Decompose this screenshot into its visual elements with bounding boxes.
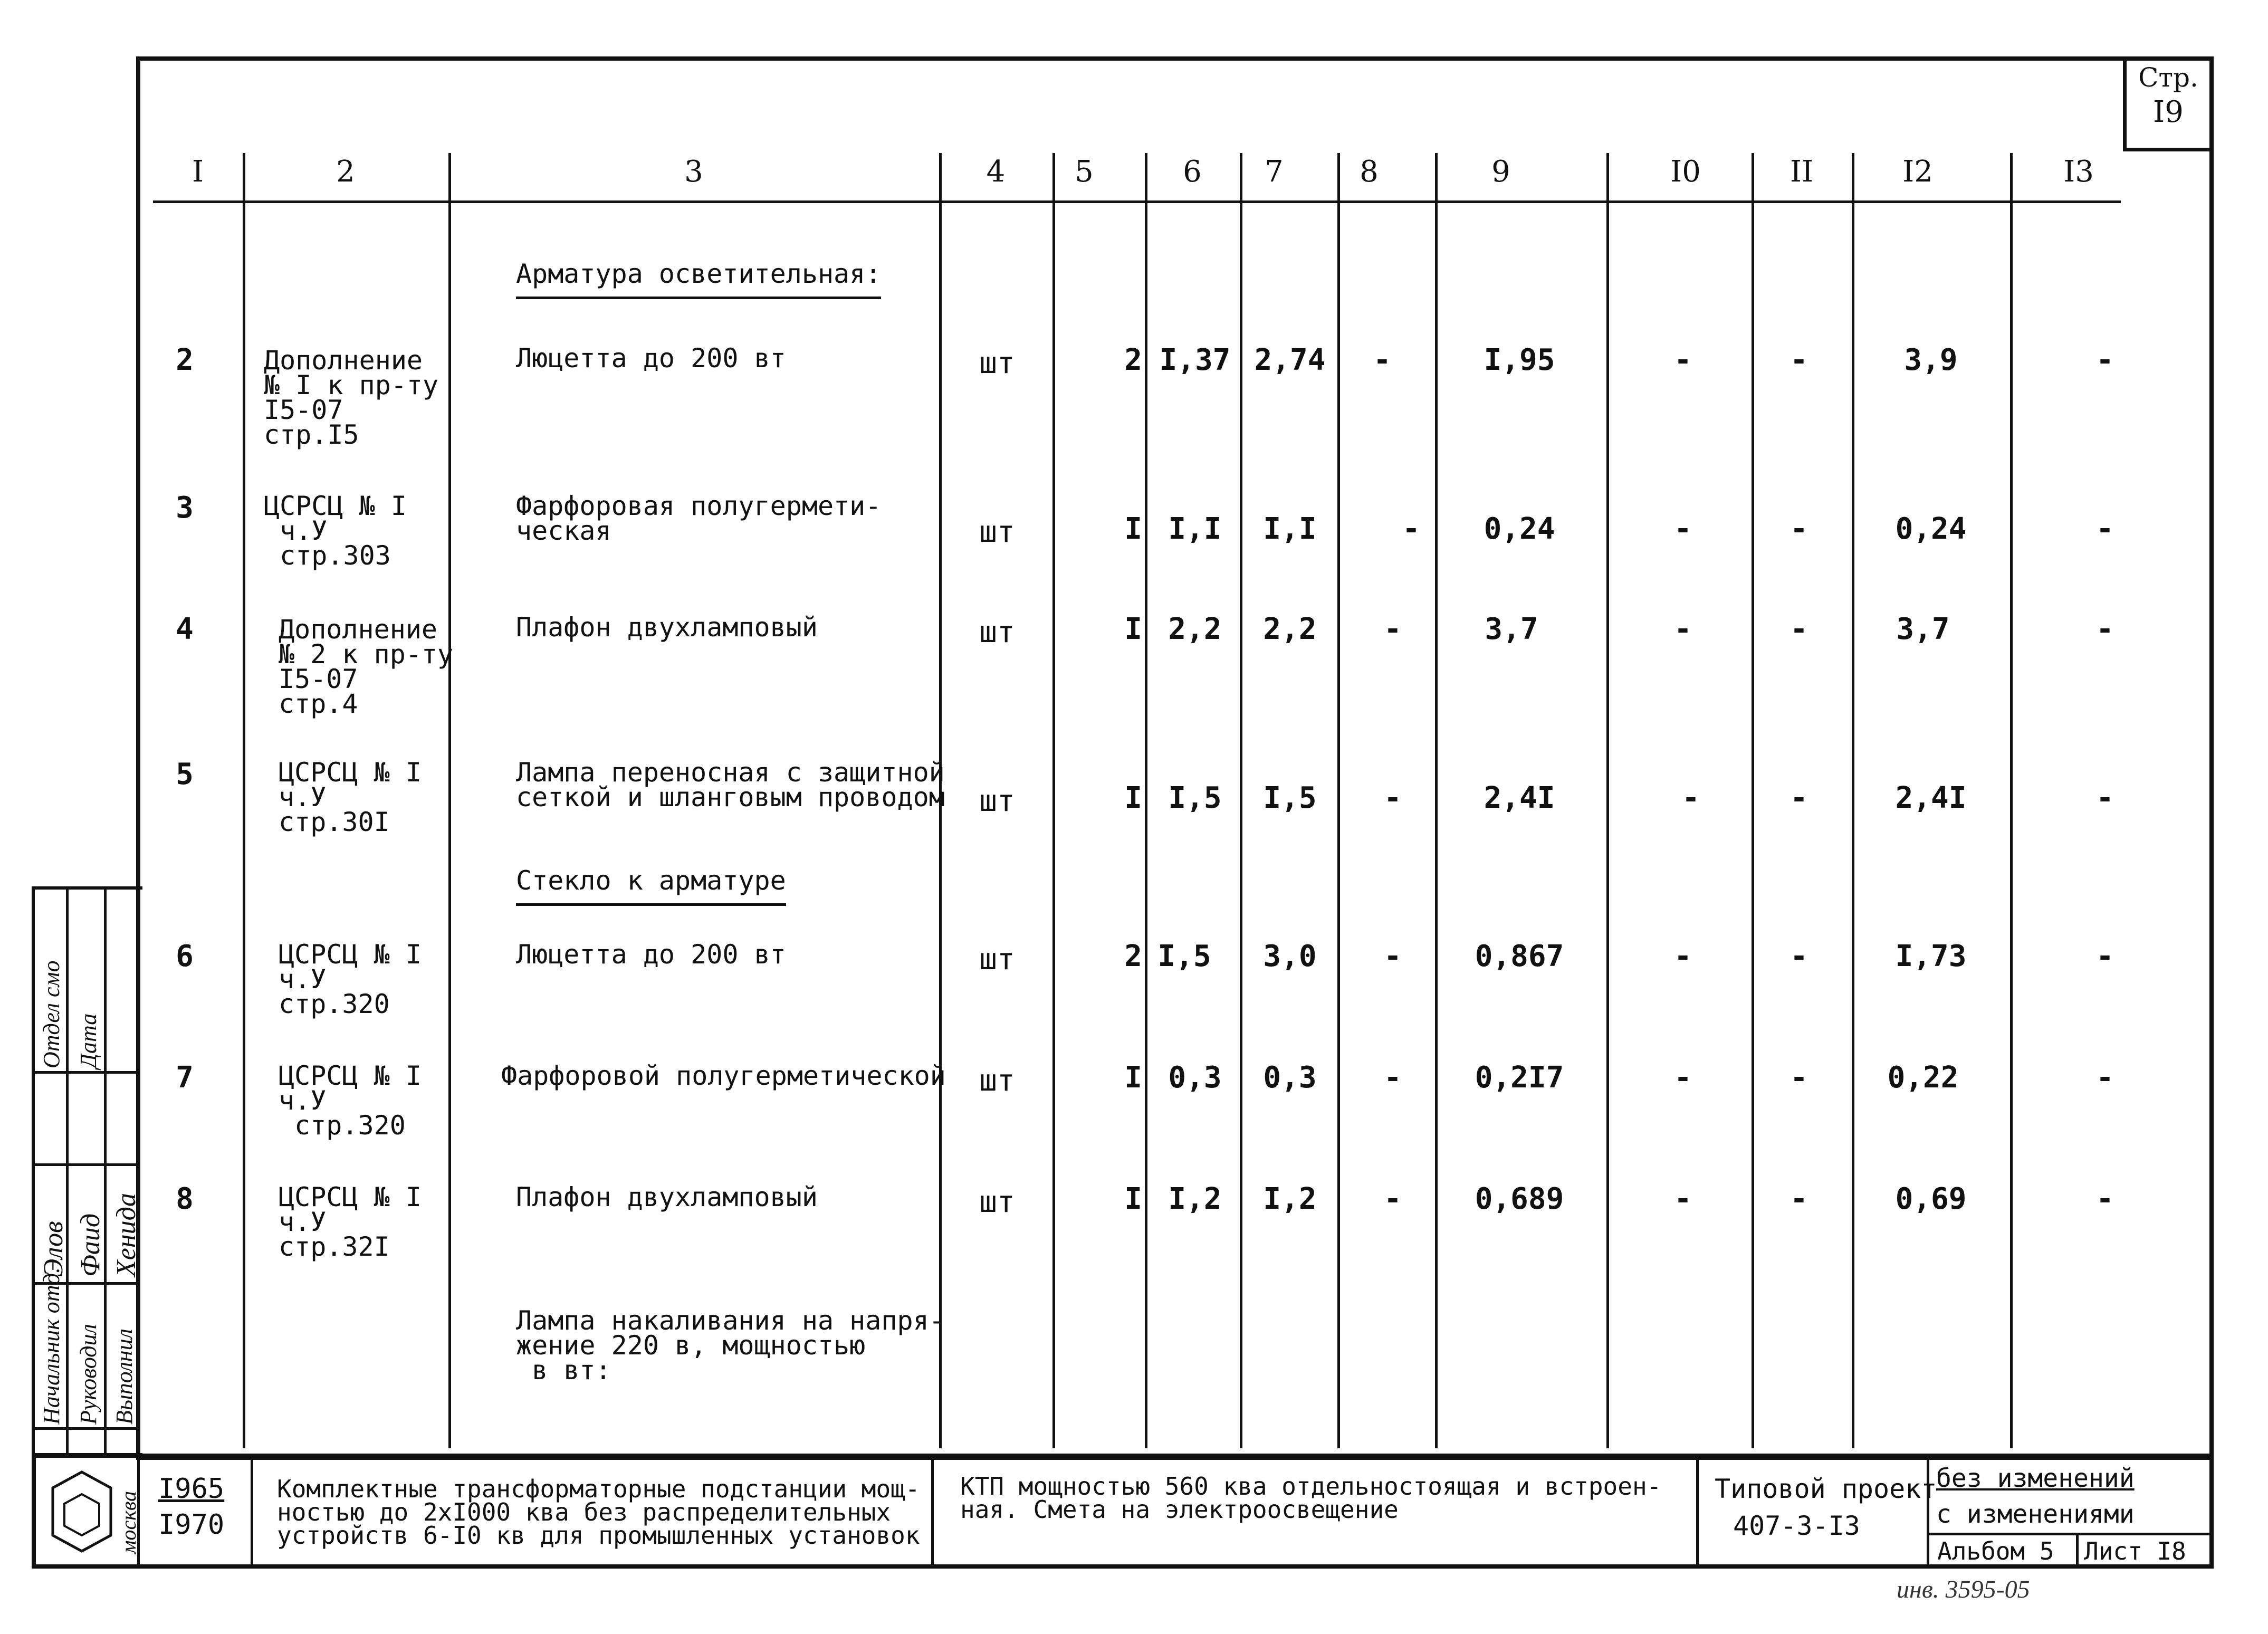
sheet-frame bbox=[136, 56, 2214, 1460]
col-header-1: I bbox=[192, 155, 204, 189]
col-line-4 bbox=[1052, 153, 1055, 1448]
row-col10: - bbox=[1674, 1060, 1692, 1095]
row-col9: 3,7 bbox=[1485, 612, 1538, 646]
side-stamp-line bbox=[32, 1427, 137, 1430]
side-stamp-line bbox=[104, 886, 107, 1456]
row-col7: 2,2 bbox=[1263, 612, 1317, 646]
row-col7: I,I bbox=[1263, 512, 1317, 546]
col-line-1 bbox=[243, 153, 245, 1448]
col-line-10 bbox=[1752, 153, 1754, 1448]
row-col11: - bbox=[1790, 1182, 1808, 1216]
tb-line bbox=[1696, 1456, 1699, 1567]
side-label-head: Начальник отд. bbox=[39, 1267, 64, 1425]
row-number: 4 bbox=[176, 612, 194, 646]
row-source: Дополнение № I к пр-ту I5-07 стр.I5 bbox=[264, 345, 439, 450]
col-line-7 bbox=[1337, 153, 1340, 1448]
side-label-executed: Выполнил bbox=[111, 1329, 137, 1425]
row-number: 5 bbox=[176, 757, 194, 791]
row-number: 7 bbox=[176, 1060, 194, 1095]
row-col9: 2,4I bbox=[1484, 781, 1555, 815]
tb-line bbox=[1927, 1533, 2212, 1535]
row-col6: 2,2 bbox=[1168, 612, 1222, 646]
row-col12: 3,9 bbox=[1904, 343, 1958, 377]
document-title: КТП мощностью 560 ква отдельностоящая и встроен- ная. Смета на электроосвещение bbox=[960, 1472, 1662, 1524]
row-col12: 2,4I bbox=[1895, 781, 1967, 815]
row-source: ЦСРСЦ № I ч.У стр.320 bbox=[279, 1060, 422, 1141]
row-col13: - bbox=[2096, 939, 2114, 973]
row-unit: шт bbox=[979, 784, 1015, 818]
org-logo-icon bbox=[42, 1467, 121, 1556]
col-header-13: I3 bbox=[2063, 155, 2094, 189]
side-stamp-line bbox=[66, 886, 69, 1456]
year-top: I965 bbox=[158, 1473, 225, 1505]
row-col9: I,95 bbox=[1484, 343, 1555, 377]
row-col6: I,2 bbox=[1168, 1182, 1222, 1216]
row-number: 8 bbox=[176, 1182, 194, 1216]
tb-line bbox=[931, 1456, 934, 1567]
row-col11: - bbox=[1790, 343, 1808, 377]
row-unit: шт bbox=[979, 615, 1015, 649]
row-col6: I,I bbox=[1168, 512, 1222, 546]
row-col10: - bbox=[1682, 781, 1700, 815]
row-name: Фарфоровая полугермети- ческая bbox=[516, 491, 882, 546]
trailing-note: Лампа накаливания на напря- жение 220 в, мощностью в вт: bbox=[516, 1305, 945, 1385]
side-label-date: Дата bbox=[75, 1013, 101, 1068]
org-city: москва bbox=[117, 1490, 140, 1554]
col-header-12: I2 bbox=[1902, 155, 1933, 189]
row-col9: 0,689 bbox=[1475, 1182, 1564, 1216]
row-name: Фарфоровой полугерметической bbox=[501, 1060, 946, 1091]
row-col9: 0,867 bbox=[1475, 939, 1564, 973]
row-col8: - bbox=[1373, 343, 1391, 377]
row-col11: - bbox=[1790, 612, 1808, 646]
row-col11: - bbox=[1790, 781, 1808, 815]
col-line-8 bbox=[1435, 153, 1438, 1448]
row-unit: шт bbox=[979, 346, 1015, 380]
section-title: Арматура осветительная: bbox=[516, 259, 881, 299]
row-quantity: I bbox=[1124, 781, 1142, 815]
row-col8: - bbox=[1384, 612, 1402, 646]
row-source: ЦСРСЦ № I ч.У стр.320 bbox=[279, 939, 422, 1019]
row-col13: - bbox=[2096, 781, 2114, 815]
col-header-4: 4 bbox=[986, 155, 1006, 189]
row-col7: 3,0 bbox=[1263, 939, 1317, 973]
row-name: Люцетта до 200 вт bbox=[516, 939, 786, 970]
section-title: Стекло к арматуре bbox=[516, 865, 786, 906]
row-col7: I,2 bbox=[1263, 1182, 1317, 1216]
col-line-5 bbox=[1145, 153, 1147, 1448]
row-col9: 0,2I7 bbox=[1475, 1060, 1564, 1095]
row-col8: - bbox=[1384, 1060, 1402, 1095]
row-col11: - bbox=[1790, 512, 1808, 546]
page-caption: Стр. bbox=[2138, 62, 2198, 93]
row-col8: - bbox=[1384, 939, 1402, 973]
row-number: 6 bbox=[176, 939, 194, 973]
col-header-5: 5 bbox=[1075, 155, 1094, 189]
col-header-3: 3 bbox=[684, 155, 703, 189]
col-header-6: 6 bbox=[1183, 155, 1202, 189]
row-col7: I,5 bbox=[1263, 781, 1317, 815]
row-col9: 0,24 bbox=[1484, 512, 1555, 546]
row-unit: шт bbox=[979, 942, 1015, 977]
status-changed: с изменениями bbox=[1936, 1499, 2135, 1529]
page-number: I9 bbox=[2153, 95, 2184, 129]
row-quantity: 2 bbox=[1124, 939, 1142, 973]
row-name: Лампа переносная с защитной сеткой и шланговым проводом bbox=[516, 757, 945, 813]
col-line-9 bbox=[1606, 153, 1609, 1448]
row-col8: - bbox=[1384, 781, 1402, 815]
row-col8: - bbox=[1384, 1182, 1402, 1216]
album-number: Альбом 5 bbox=[1937, 1537, 2054, 1565]
row-col11: - bbox=[1790, 939, 1808, 973]
row-col11: - bbox=[1790, 1060, 1808, 1095]
col-header-11: II bbox=[1789, 155, 1814, 189]
row-col12: 0,22 bbox=[1887, 1060, 1959, 1095]
row-col10: - bbox=[1674, 939, 1692, 973]
row-source: Дополнение № 2 к пр-ту I5-07 стр.4 bbox=[279, 614, 454, 719]
row-source: ЦСРСЦ № I ч.У стр.32I bbox=[279, 1182, 422, 1262]
row-col13: - bbox=[2096, 343, 2114, 377]
row-name: Плафон двухламповый bbox=[516, 612, 818, 643]
row-col12: 0,69 bbox=[1895, 1182, 1967, 1216]
series-title: Комплектные трансформаторные подстанции мощ- ностью до 2хI000 ква без распределительных устройств 6-I0 кв для промышленных установок bbox=[277, 1475, 920, 1550]
row-col10: - bbox=[1674, 1182, 1692, 1216]
row-col13: - bbox=[2096, 1060, 2114, 1095]
col-line-2 bbox=[448, 153, 451, 1448]
row-unit: шт bbox=[979, 515, 1015, 549]
row-col10: - bbox=[1674, 612, 1692, 646]
row-quantity: 2 bbox=[1124, 343, 1142, 377]
row-col12: I,73 bbox=[1895, 939, 1967, 973]
col-header-8: 8 bbox=[1360, 155, 1379, 189]
tb-line bbox=[2076, 1533, 2079, 1567]
row-col12: 3,7 bbox=[1896, 612, 1950, 646]
tb-line bbox=[1927, 1456, 1929, 1567]
row-col12: 0,24 bbox=[1895, 512, 1967, 546]
row-unit: шт bbox=[979, 1064, 1015, 1098]
side-label-dept: Отдел смо bbox=[39, 960, 64, 1068]
row-col8: - bbox=[1402, 512, 1420, 546]
side-label-supervisor: Руководил bbox=[75, 1324, 101, 1425]
row-quantity: I bbox=[1124, 1060, 1142, 1095]
row-quantity: I bbox=[1124, 612, 1142, 646]
signature: Фаид bbox=[75, 1213, 106, 1277]
row-number: 3 bbox=[176, 491, 194, 525]
row-col6: I,5 bbox=[1157, 939, 1211, 973]
row-name: Плафон двухламповый bbox=[516, 1182, 818, 1212]
sheet-number: Лист I8 bbox=[2084, 1537, 2186, 1565]
row-quantity: I bbox=[1124, 512, 1142, 546]
inventory-number: инв. 3595-05 bbox=[1897, 1575, 2030, 1603]
col-header-7: 7 bbox=[1265, 155, 1284, 189]
tb-line bbox=[251, 1456, 253, 1567]
row-source: ЦСРСЦ № I ч.У стр.30I bbox=[279, 757, 422, 837]
row-source: ЦСРСЦ № I ч.У стр.303 bbox=[264, 491, 407, 571]
col-line-6 bbox=[1240, 153, 1242, 1448]
year-bottom: I970 bbox=[158, 1509, 225, 1541]
status-unchanged: без изменений bbox=[1936, 1464, 2135, 1493]
row-col7: 0,3 bbox=[1263, 1060, 1317, 1095]
row-col10: - bbox=[1674, 512, 1692, 546]
row-quantity: I bbox=[1124, 1182, 1142, 1216]
signature: Хенида bbox=[111, 1193, 141, 1277]
row-col6: I,37 bbox=[1159, 343, 1231, 377]
col-line-11 bbox=[1852, 153, 1854, 1448]
project-label: Типовой проект bbox=[1715, 1474, 1937, 1504]
side-stamp-line bbox=[32, 1071, 137, 1074]
row-name: Люцетта до 200 вт bbox=[516, 343, 786, 374]
row-col6: 0,3 bbox=[1168, 1060, 1222, 1095]
col-header-9: 9 bbox=[1491, 155, 1510, 189]
row-col10: - bbox=[1674, 343, 1692, 377]
col-line-12 bbox=[2010, 153, 2013, 1448]
col-header-2: 2 bbox=[336, 155, 355, 189]
row-col13: - bbox=[2096, 1182, 2114, 1216]
col-header-10: I0 bbox=[1670, 155, 1701, 189]
signature: Элов bbox=[39, 1221, 69, 1277]
row-col13: - bbox=[2096, 512, 2114, 546]
side-stamp-line bbox=[32, 1163, 137, 1166]
row-col6: I,5 bbox=[1168, 781, 1222, 815]
row-col7: 2,74 bbox=[1254, 343, 1326, 377]
row-unit: шт bbox=[979, 1185, 1015, 1219]
row-number: 2 bbox=[176, 343, 194, 377]
project-number: 407-3-I3 bbox=[1733, 1511, 1860, 1541]
row-col13: - bbox=[2096, 612, 2114, 646]
